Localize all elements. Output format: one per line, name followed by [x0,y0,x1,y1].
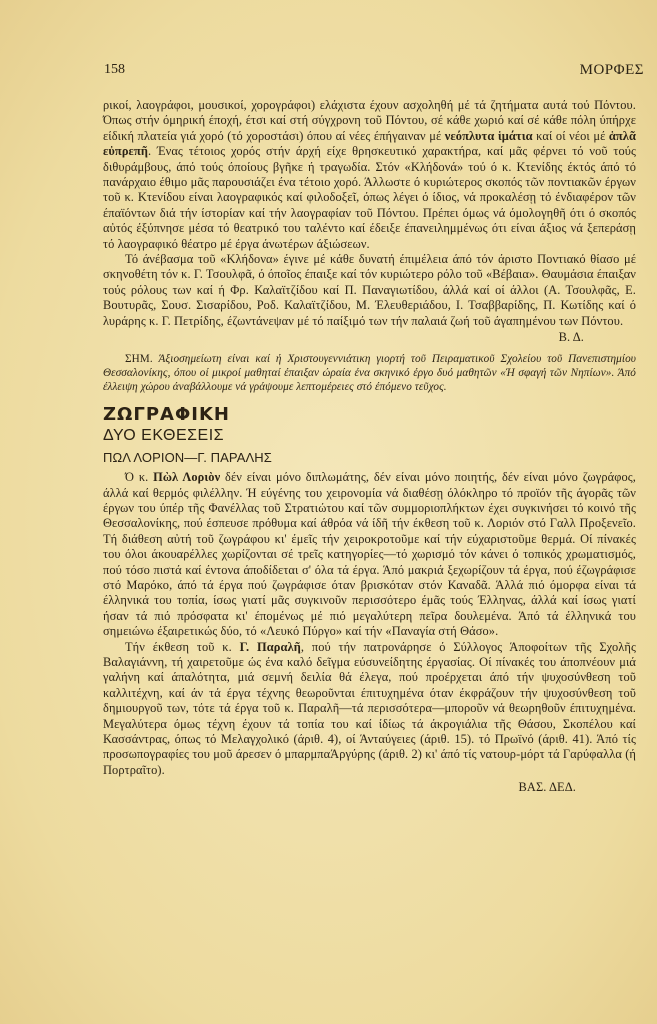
dance-paragraph-1-start: ρικοί, λαογράφοι, μουσικοί, χορογράφοι) ελάχιστα έχουν ασχοληθή μέ τά ζητήματα αυτά τού Πόντου. Όπως στήν όμηρική έποχή, έτσι καί στή σύγχρονη τοῦ Πόντου, σέ κάθε χωριό καί σέ κάθε πόλη ύπήρχε είδική πλατεία γιά χορό (τό χοροστάσι) όπου αί νέες έπήγαιναν μέ [103,98,636,143]
dance-paragraph-1-bold-decent: ἁπλᾶ εὐπρεπῆ [103,128,636,159]
painting-paragraph-1 [103,470,636,639]
painting-signature: ΒΑΣ. ΔΕΔ. [518,780,576,795]
dance-paragraph-1-bold-clothes: νεόπλυτα ἱμάτια [444,128,533,143]
section-title-painting: ΖΩΓΡΑΦΙΚΗ [103,404,230,426]
painting-paragraph-2 [103,640,636,779]
section-subtitle: ΔΥΟ ΕΚΘΕΣΕΙΣ [103,427,225,445]
note-text: Άξιοσημείωτη είναι καί ή Χριστουγεννιάτικη γιορτή τοῦ Πειραματικοῦ Σχολείου τοῦ Πανεπιστημίου Θεσσαλονίκης, όπου οί μικροί μαθηταί έπαιξαν ώραία ένα σκηνικό έργο δυό μαθητῶν «Ή σφαγή τῶν Νηπίων». Άπό έλλειψη χώρου άναβάλλουμε νά γράψουμε λεπτομέρειες στό έπόμενο τεῦχος. [103,352,636,393]
page-header [104,62,644,82]
painting-paragraph-2-rest: , πού τήν πατρονάρησε ό Σύλλογος Άποφοίτων τῆς Σχολῆς Βαλαγιάννη, τή χαιρετοῦμε ώς ένα καλό δεῖγμα εύσυνείδητης έργασίας. Οί πίνακές του άποπνέουν μιά γαλήνη καί άπαλότητα, μιά σεμνή δειλία θά έλεγα, πού προέρχεται άπό τήν ψυχοσύνθεση τοῦ καλλιτέχνη, καί άν τά έργα τέχνης θεωροῦνται έπιτυχημένα όταν έκφράζουν τήν ψυχοσύνθεση τοῦ δημιουργοῦ των, τότε τά έργα τοῦ κ. Παραλῆ—τά περισσότερα—μποροῦν νά θεωρηθοῦν έπιτυχημένα. Μεγαλύτερα όμως τέχνη έχουν τά τοπία του καί ίδίως τά άκρογιάλια τῆς Θάσου, Σκοπέλου καί Κασσάντρας, όπως τό Μελαγχολικό (άριθ. 4), οί Άνταύγειες (άριθ. 15). τό Πρωϊνό (άριθ. 41). Άπό τίς προσωπογραφίες του μοῦ άρεσεν ό μπαρμπαΆργύρης (άριθ. 2) κι' άπό τίς νατουρ-μόρτ τά Γαρύφαλλα (ή Πορτραῖτο). [103,639,636,777]
dance-paragraph-2: Τό άνέβασμα τοῦ «Κλήδονα» έγινε μέ κάθε δυνατή έπιμέλεια άπό τόν άριστο Ποντιακό θίασο μέ σκηνοθέτη τόν κ. Γ. Τσουλφᾶ, ό όποῖος έπαιξε καί τόν κυριώτερο ρόλο τοῦ «Βέβαια». Θαυμάσια έπαιξαν τούς ρόλους των καί ή Φρ. Καλαϊτζίδου καί Π. Παναγιωτίδου, άλλά καί οί άλλοι (Α. Τσουλφᾶς, Ε. Βουτυρᾶς, Σουσ. Σισαρίδου, Ροδ. Καλαϊτζίδου, Μ. Έλευθεριάδου, Ι. Τσαββαρίδης, Π. Κωτίδης καί ό λυράρης κ. Γ. Πετρίδης, έζωντάνεψαν μέ τό παίξιμό των τήν παλαιά ζωή τοῦ άγαπημένου των Πόντου. [103,252,636,328]
dance-paragraph-1-middle: καί οί νέοι μέ [532,128,609,143]
page-number: 158 [104,62,125,77]
painting-paragraph-1-artist: Πὼλ Λοριὸν [153,470,221,485]
note-paragraph [103,352,636,395]
painting-paragraph-2-start: Τήν έκθεση τοῦ κ. [125,639,240,654]
magazine-name: ΜΟΡΦΕΣ [579,62,644,78]
exhibition-heading: ΠΩΛ ΛΟΡΙΟΝ—Γ. ΠΑΡΑΛΗΣ [103,450,272,466]
dance-signature: Β. Δ. [558,330,584,345]
note-label: ΣΗΜ. [125,352,153,365]
dance-paragraph-1 [103,98,636,252]
article-body [103,98,636,796]
painting-paragraph-1-start: Ό κ. [125,470,154,485]
painting-paragraph-1-rest: δέν είναι μόνο διπλωμάτης, δέν είναι μόνο ποιητής, δέν είναι μόνο ζωγράφος, άλλά καί θερμός φιλέλλην. Ή εύγένης του χειρονομία νά διαθέσῃ όλόκληρο τό προϊόν τῆς άγορᾶς τῶν έργων του ύπέρ τῆς Φανέλλας τοῦ Στρατιώτου καί τῶν συμμοριοπλήκτων έχει συγκινήσει τό κοινό τῆς Θεσσαλονίκης, πού έσπευσε πρόθυμα καί άθρόα νά ίδῆ τήν έκθεση τοῦ κ. Λοριόν στό Γαλλ Προξενεῖο. Τή διάθεση αὐτή τοῦ ζωγράφου κι' έμεῖς τήν χειροκροτοῦμε καί τήν εύχαριστοῦμε θερμά. Οί πίνακές του όλοι άκουαρέλλες χωρίζονται σέ τρεῖς κατηγορίες—τό χωρισμό τόν κάνει ό τοπικός χρωματισμός, πού τόσο πιστά καί έντονα άποδίδεται σ' όλα τά έργα. Άπό μακριά ξεχωρίζουν τά έργα, πού έζωγράφισε στό Μαρόκο, άπό τά έργα πού ζωγράφισε όταν βρισκόταν στόν Καναδᾶ. Άλλά πιό όμορφα είναι τά έλληνικά του τοπία, ίσως γιατί μᾶς συγκινοῦν περισσότερο έμᾶς τούς Έλληνας, άλλά καί ίσως γιατί ήσαν τά πιό πρόσφατα κι' έπομένως μέ πιό μεγαλύτερη πεῖρα δουλεμένα. Άπό τά έλληνικά του σημειώνω έξαιρετικώς δύο, τό «Λευκό Πύργο» καί τήν «Παναγία στή Θάσο». [103,470,636,639]
dance-paragraph-1-end: . Ένας τέτοιος χορός στήν άρχή είχε θρησκευτικό χαρακτήρα, καί μᾶς φέρνει τό νοῦ τούς διθυράμβους, άπό τούς όποίους βγῆκε ή τραγωδία. Στόν «Κλήδονά» τού ό κ. Κτενίδης έκτός άπό τό πανάρχαιο έθιμο μᾶς παρουσιάζει ένα τέτοιο χορό. Άλλωστε ό κυριώτερος σκοπός τῶν ποντιακῶν έργων τοῦ κ. Κτενίδου είναι λαογραφικός καί φιλοδοξεῖ, όπως λέγει ό ίδιος, νά προκαλέσῃ τό ένδιαφέρον τῶν έπαϊόντων διά τήν ίστορίαν καί τήν λαογραφίαν τοῦ Πόντου. Πρέπει όμως νά όμολογηθῆ ότι ό σκοπός αὐτός έξύπνησε μέσα τό θεατρικό του ταλέντο καί έδειξε έπανειλημμένως ότι είναι άξιος νά ξεπεράσῃ τό λαογραφικό θέατρο μέ έργα άνωτέρων άξιώσεων. [103,144,636,251]
painting-paragraph-2-artist: Γ. Παραλῆ [239,639,301,654]
